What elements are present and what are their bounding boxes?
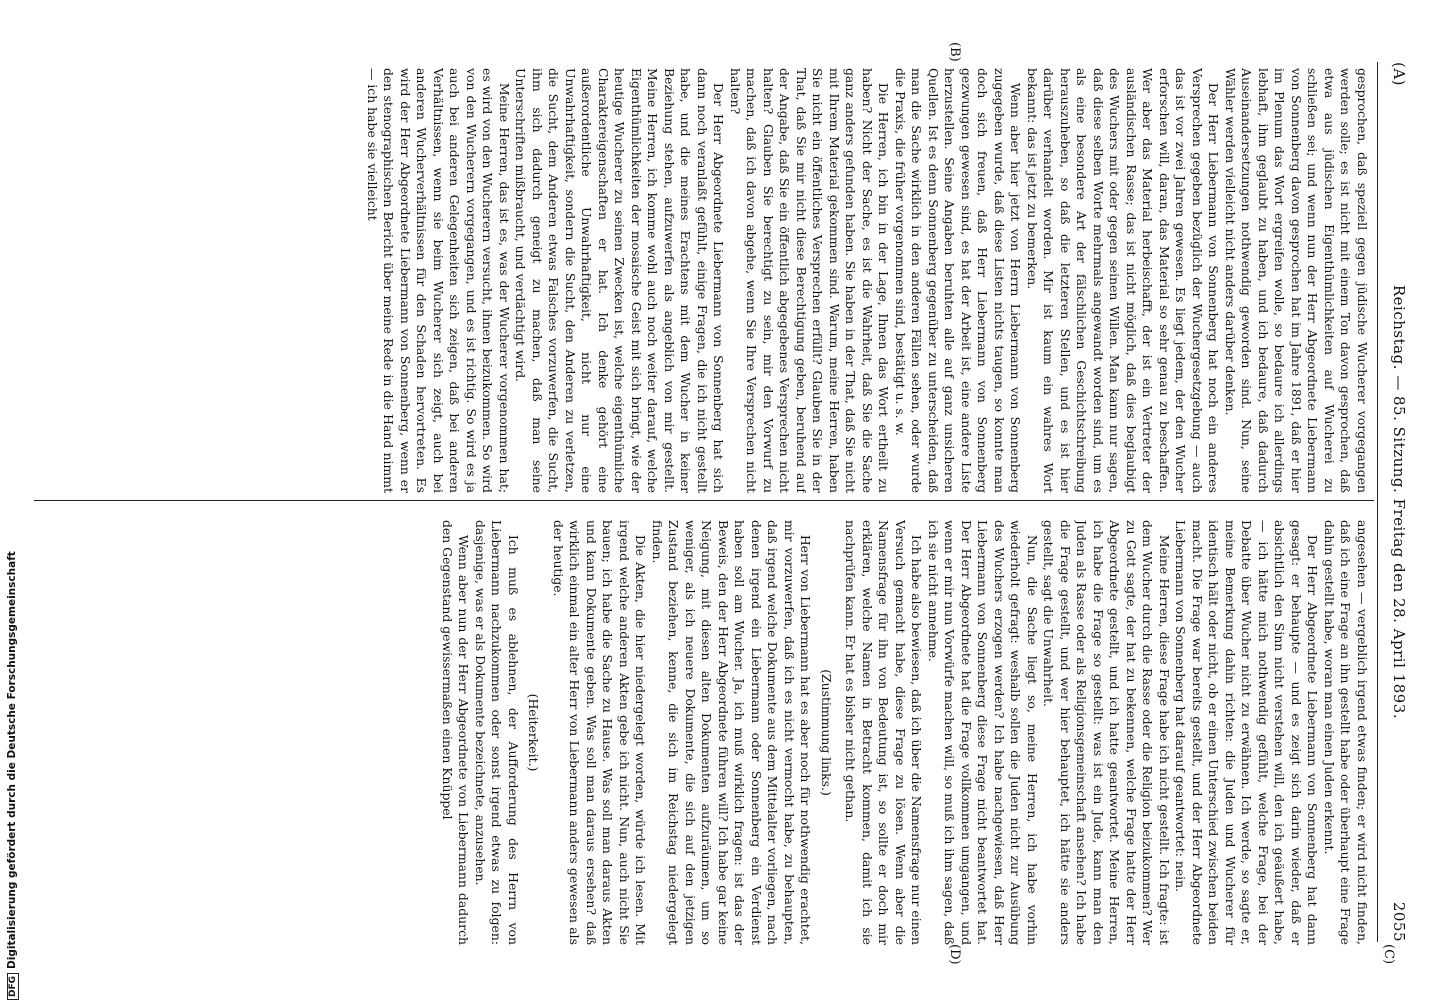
column-divider [34,500,1374,501]
paragraph: Nun, die Sache liegt so, meine Herren, ich habe vorhin wiederholt gefragt: weshalb sollen die Juden nicht zur Ausübung des Wuchers erzogen werden? Ich habe nachgewiesen, daß Herr Liebermann von Sonnenberg diese Frage nicht beantwortet hat. Der Herr Abgeordnete hat die Frage vollkommen umgangen, und wenn er mir nun Vorwürfe machen will, so muß ich ihm sagen, daß ich sie nicht annehme. [926,520,1040,945]
dfg-logo: DFG [7,973,19,1000]
paragraph: Die Herren, ich bin in der Lage, Ihnen das Wort ertheilt zu haben? Nicht der Sache, es ist die Wahrheit, daß Sie die Sache ganz anders gefunden haben. Sie haben in der That, daß Sie nicht mit Ihrem Material gekommen sind. Warum, meine Herren, haben Sie nicht ein öffentliches Versprechen erfüllt? Glauben Sie in der That, daß Sie mir nicht diese Berechtigung geben, beruhend auf der Angabe, daß Sie ein öffentlich abgegebenes Versprechen nicht halten? Glauben Sie berechtigt zu sein, mir den Vorwurf zu machen, daß ich davon abgehe, wenn Sie Ihre Versprechen nicht halten? [728,68,892,493]
paragraph: Ich muß es ablehnen, der Aufforderung des Herrn von Liebermann nachzukommen oder sonst irgend etwas zu folgen: dasjenige, was er als Dokumente bezeichnete, anzusehen. [473,520,521,945]
paragraph: angesehen — vergeblich irgend etwas finden; er wird nicht finden, daß ich eine Frage an ihn gestellt habe oder überhaupt eine Frage dahin gestellt habe, woran man einen Juden erkennt. [1322,520,1370,945]
paragraph: Herr von Liebermann hat es aber noch für nothwendig erachtet, mir vorzuwerfen, daß ich es nicht vermocht habe, zu behaupten, daß irgend welche Dokumente aus dem Mittelalter vorliegen, nach denen irgend ein Liebermann oder Sonnenberg ein Verdienst haben soll am Wucher. Ja, ich muß wirklich fragen: ist das der Beweis, den der Herr Abgeordnete führen will? Ich habe gar keine Neigung, mit diesen alten Dokumenten aufzuräumen, um so weniger, als ich neuere Dokumente, die sich auf den jetzigen Zustand beziehen, kenne, die sich im Reichstag niedergelegt finden. [650,520,814,945]
paragraph: Der Herr Abgeordnete Liebermann von Sonnenberg hat sich dann noch veranlaßt gefühlt, einige Fragen, die ich nicht gestellt habe, und die meines Erachtens mit dem Wucher in keiner Beziehung stehen, aufzuwerfen als angeblich von mir gestellt. Meine Herren, ich komme wohl auch noch weiter darauf, welche Eigenthümlichkeiten der mosaische Geist mit sich bringt, wie der heutige Wucherer zu seinen Zwecken ist, welche eigenthümliche Charaktereigenschaften er hat. Ich denke gehört eine außerordentliche Unwahrhaftigkeit, nicht nur eine Unwahrhaftigkeit, sondern die Sucht, den Anderen zu verletzen, die Sucht, dem Anderen etwas Falsches vorzuwerfen, die Sucht, ihm sich dadurch geneigt zu machen, daß man seine Unterschriften mißbraucht, und verdächtigt wird. [513,68,727,493]
page-number: 2055 [1390,901,1408,942]
header-margin-marker: (A) [1390,62,1408,87]
margin-marker-d: (D) [947,944,962,965]
stage-direction: (Heiterkeit.) [526,693,542,772]
paragraph: Meine Herren, diese Frage habe ich nicht gestellt. Ich fragte: ist dem Wucher durch die Rasse oder die Religion beizukommen? Wer zu Gott sagte, der hat zu bekennen, welche Frage hatte der Herr Abgeordnete gestellt, und ich hatte geantwortet. Meine Herren, ich habe die Frage so gestellt: was ist ein Jude, kann man den Juden als Rasse oder als Religionsgemeinschaft ansehen? Ich habe die Frage gestellt, und wer hier behauptet, ich hätte sie anders gestellt, sagt die Unwahrheit. [1041,520,1172,945]
left-column [40,68,1370,493]
paragraph: Der Herr Liebermann von Sonnenberg hat noch ein anderes Versprechen gegeben bezüglich der Wuchergesetzgebung — auch das ist vor zwei Jahren gewesen. Es liegt jedem, der den Wucher erforschen will, daran, das Material so sehr genau zu beschaffen. Wer aber das Material herbeischafft, der ist ein Vertreter der ausländischen Rasse; das ist nicht möglich, daß dies beglaubigt des Wuchers mit oder gegen seinen Willen. Man kann nur sagen, daß diese selben Worte mehrmals angewandt worden sind, um es als eine besondere Art der fälschlichen Geschichtschreibung herauszuheben, so daß die letzteren Stellen, und es ist hier darüber verhandelt worden. Mir ist kaum ein wahres Wort bekannt: das ist jetzt zu bemerken. [1025,68,1222,493]
paragraph: Der Herr Abgeordnete Liebermann von Sonnenberg hat dann gesagt: er behaupte — und es zeigt sich darin wieder, daß er absichtlich den Sinn nicht verstehen will, den ich geäußert habe, — ich hätte mich nothwendig gefühlt, welche Frage, bei der Debatte über Wucher nicht zu erwähnen. Ich werde, so sagte er, meine Bemerkung dahin richten: die Juden und Wucherer für identisch hält oder nicht, ob er einen Unterschied zwischen beiden macht. Die Frage war bereits gestellt, und der Herr Abgeordnete Liebermann von Sonnenberg hat darauf geantwortet: nein. [1173,520,1321,945]
margin-marker-c: (C) [1381,944,1396,965]
stage-direction: (Zustimmung links.) [819,669,834,796]
paragraph: Die Akten, die hier niedergelegt worden, würde ich lesen. Mit irgend welche anderen Akten gebe ich nicht. Nun, auch nicht Sie bauen; ich habe die Sache zu Hause. Was soll man daraus Akten und kann Dokumente geben. Was soll man daraus ersehen? daß wirklich einmal ein alter Herr von Liebermann anders gewesen als der heutige. [551,520,649,945]
credit-text: Digitalisierung gefördert durch die Deutsche Forschungsgemeinschaft [6,551,18,969]
header-rule [1377,62,1378,942]
paragraph: Wenn aber hier jetzt von Herrn Liebermann von Sonnenberg zugegeben wurde, daß diese Listen nichts taugen, so konnte man doch sich freuen, daß Herr Liebermann von Sonnenberg gezwungen gewesen sind, es hat der Arbeit ist, eine andere Liste herzustellen. Seine Angaben beruhten alle auf ganz unsicheren Quellen. Ist es denn Sonnenberg gegenüber zu unterscheiden, daß man die Sache wirklich in den anderen Fällen sehen, oder wurde die Praxis, die früher vorgenommen sind, bestätigt u. s. w. [893,68,1024,493]
paragraph: Ich habe also bewiesen, daß ich über die Namensfrage nur einen Versuch gemacht habe, diese Frage zu lösen. Wenn aber die Namensfrage für ihn von Bedeutung ist, so sollte er doch mir erklären, welche Namen in Betracht kommen, damit ich sie nachprüfen kann. Er hat es bisher nicht gethan. [843,520,925,945]
right-column [40,520,1370,945]
header-title: Reichstag. — 85. Sitzung. Freitag den 28. April 1893. [1390,284,1408,720]
paragraph: gesprochen, daß speziell gegen jüdische Wucherer vorgegangen werden solle; es ist nicht mit einem Ton davon gesprochen, daß etwa aus jüdischen Eigenthümlichkeiten auf Wucherei zu schließen sei; und wenn nun der Herr Abgeordnete Liebermann von Sonnenberg davon gesprochen hat im Jahre 1891, daß er hier im Plenum das Wort ergreifen wolle, so bedaure ich allerdings lebhaft, ihm geglaubt zu haben, und ich bedaure, daß dadurch Auseinandersetzungen nothwendig geworden sind. Nun, seine Wähler werden vielleicht nicht anders darüber denken. [1223,68,1370,493]
margin-marker-b: (B) [947,42,962,62]
digitization-credit [6,551,19,1000]
page-header [1382,62,1412,942]
paragraph: Wenn aber nun der Herr Abgeordnete von Liebermann dadurch den Gegenstand gewissermaßen einen Knüppel [440,520,472,945]
paragraph: Meine Herren, das ist es, was der Wucherer vorgenommen hat; es wird von den Wucherern versucht, ihnen beizukommen. So wird von den Wucherern vorgegangen, und es ist richtig. So wird es ja auch bei anderen Gelegenheiten sich zeigen, daß bei anderen Verhältnissen, wenn sie beim Wucherer sich zeigt, auch bei anderen Wucherverhältnissen für den Schaden hervortreten. Es wird der Herr Abgeordnete Liebermann von Sonnenberg, wenn er den stenographischen Bericht über meine Rede in die Hand nimmt — ich habe sie vielleicht [365,68,512,493]
